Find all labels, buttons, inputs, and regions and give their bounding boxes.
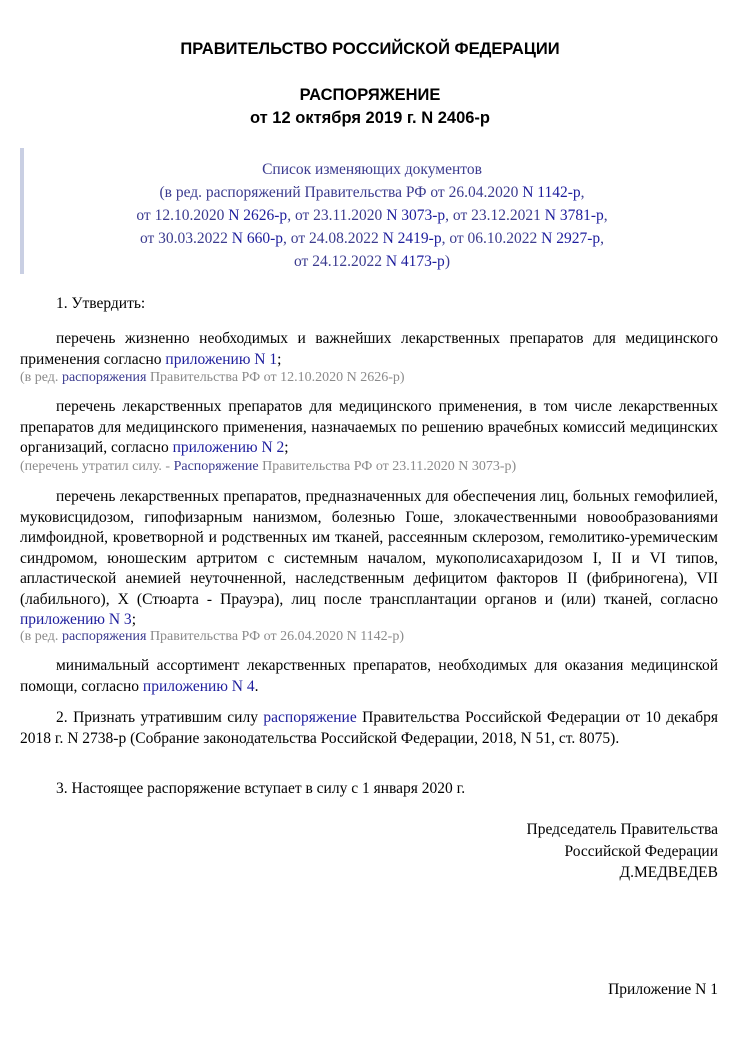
amendment-link[interactable]: N 2626-р bbox=[228, 207, 288, 224]
note-text: Правительства РФ от 23.11.2020 N 3073-р) bbox=[258, 459, 517, 474]
amendment-link[interactable]: N 660-р bbox=[231, 230, 284, 247]
list-item-2 bbox=[20, 397, 718, 459]
amendment-link[interactable]: N 1142-р bbox=[522, 184, 581, 201]
revision-note-1 bbox=[20, 369, 405, 387]
list-item-3 bbox=[20, 487, 718, 631]
list-item-text: перечень лекарственных препаратов для медицинского применения, в том числе лекарственных препаратов для медицинского применения, назначаемых по решению врачебных комиссий медицинских организаций, согласно bbox=[20, 398, 718, 456]
amendments-text: , bbox=[603, 207, 608, 224]
list-item-text: ; bbox=[277, 350, 282, 368]
signature-name: Д.МЕДВЕДЕВ bbox=[619, 864, 718, 881]
paragraph-1: 1. Утвердить: bbox=[56, 295, 146, 312]
amendments-text: , bbox=[600, 230, 605, 247]
amendments-text: от 30.03.2022 bbox=[139, 230, 232, 247]
revision-note-link[interactable]: распоряжения bbox=[61, 370, 147, 385]
revision-note-link[interactable]: Распоряжение bbox=[173, 459, 259, 474]
paragraph-text: Правительства Российской Федерации от 10 декабря 2018 г. N 2738-р (Собрание законодательства Российской Федерации, 2018, N 51, ст. 8075). bbox=[20, 709, 719, 747]
amendments-text: от 12.10.2020 bbox=[136, 207, 229, 224]
list-item-text: ; bbox=[131, 611, 136, 628]
note-text: Правительства РФ от 12.10.2020 N 2626-р) bbox=[146, 370, 405, 385]
list-item-text: перечень лекарственных препаратов, предназначенных для обеспечения лиц, больных гемофилией, муковисцидозом, гипофизарным нанизмом, болезнью Гоше, злокачественными новообразованиями лимфоидной, кроветворной и родственных им тканей, рассеянным склерозом, гемолитико-уремическим синдромом, юношеским артритом с системным началом, мукополисахаридозом I, II и VI типов, апластической анемией неуточненной, наследственным дефицитом факторов II (фибриногена), VII (лабильного), X (Стюарта - Прауэра), лиц после трансплантации органов и (или) тканей, согласно bbox=[20, 488, 718, 608]
list-item-text: . bbox=[254, 677, 259, 695]
amendment-link[interactable]: N 2927-р bbox=[541, 230, 601, 247]
list-item-text: минимальный ассортимент лекарственных препаратов, необходимых для оказания медицинской помощи, согласно bbox=[20, 657, 718, 695]
note-text: (в ред. bbox=[20, 629, 62, 644]
amendments-line-4 bbox=[24, 250, 720, 273]
document-date-number: от 12 октября 2019 г. N 2406-р bbox=[249, 109, 491, 127]
paragraph-2 bbox=[20, 708, 718, 749]
revision-note-2 bbox=[20, 458, 516, 476]
list-item-4 bbox=[20, 656, 718, 697]
amendments-title: Список изменяющих документов bbox=[262, 161, 482, 178]
appendix-4-link[interactable]: приложению N 4 bbox=[142, 677, 255, 695]
amendments-line-1 bbox=[24, 181, 720, 204]
appendix-2-link[interactable]: приложению N 2 bbox=[172, 439, 285, 456]
list-item-text: ; bbox=[284, 439, 289, 456]
amendments-text: , от 23.11.2020 bbox=[287, 207, 387, 224]
signature-organization: Российской Федерации bbox=[564, 842, 718, 860]
signature-block bbox=[527, 819, 719, 884]
amendments-text: , от 06.10.2022 bbox=[441, 230, 542, 247]
amendments-text: , от 24.08.2022 bbox=[283, 230, 383, 247]
appendix-label: Приложение N 1 bbox=[608, 981, 718, 998]
amendment-link[interactable]: N 3073-р bbox=[386, 207, 446, 224]
amendments-text: , bbox=[580, 184, 585, 201]
amendment-link[interactable]: N 4173-р bbox=[385, 253, 445, 270]
amendments-text: , от 23.12.2021 bbox=[445, 207, 545, 224]
signature-position: Председатель Правительства bbox=[526, 821, 718, 838]
amendment-link[interactable]: N 2419-р bbox=[382, 230, 442, 247]
list-item-1 bbox=[20, 329, 718, 370]
amendments-line-3 bbox=[24, 227, 720, 250]
amendments-line-2 bbox=[24, 204, 720, 227]
appendix-3-link[interactable]: приложению N 3 bbox=[20, 611, 132, 628]
amendment-link[interactable]: N 3781-р bbox=[544, 207, 604, 224]
document-type-heading: РАСПОРЯЖЕНИЕ bbox=[299, 86, 441, 104]
note-text: Правительства РФ от 26.04.2020 N 1142-р) bbox=[146, 629, 404, 644]
paragraph-text: 2. Признать утратившим силу bbox=[56, 709, 264, 726]
repealed-order-link[interactable]: распоряжение bbox=[263, 709, 357, 726]
amendments-text: ) bbox=[444, 253, 450, 270]
amendments-text: от 24.12.2022 bbox=[294, 253, 386, 270]
note-text: (перечень утратил силу. - bbox=[20, 459, 174, 474]
appendix-1-link[interactable]: приложению N 1 bbox=[165, 350, 278, 368]
paragraph-3: 3. Настоящее распоряжение вступает в силу с 1 января 2020 г. bbox=[56, 780, 466, 797]
amendments-block bbox=[20, 148, 720, 274]
amendments-text: (в ред. распоряжений Правительства РФ от 26.04.2020 bbox=[159, 184, 523, 201]
government-heading: ПРАВИТЕЛЬСТВО РОССИЙСКОЙ ФЕДЕРАЦИИ bbox=[180, 40, 560, 58]
revision-note-3 bbox=[20, 628, 404, 646]
revision-note-link[interactable]: распоряжения bbox=[61, 629, 147, 644]
note-text: (в ред. bbox=[20, 370, 62, 385]
list-item-text: перечень жизненно необходимых и важнейших лекарственных препаратов для медицинского применения согласно bbox=[20, 330, 718, 368]
